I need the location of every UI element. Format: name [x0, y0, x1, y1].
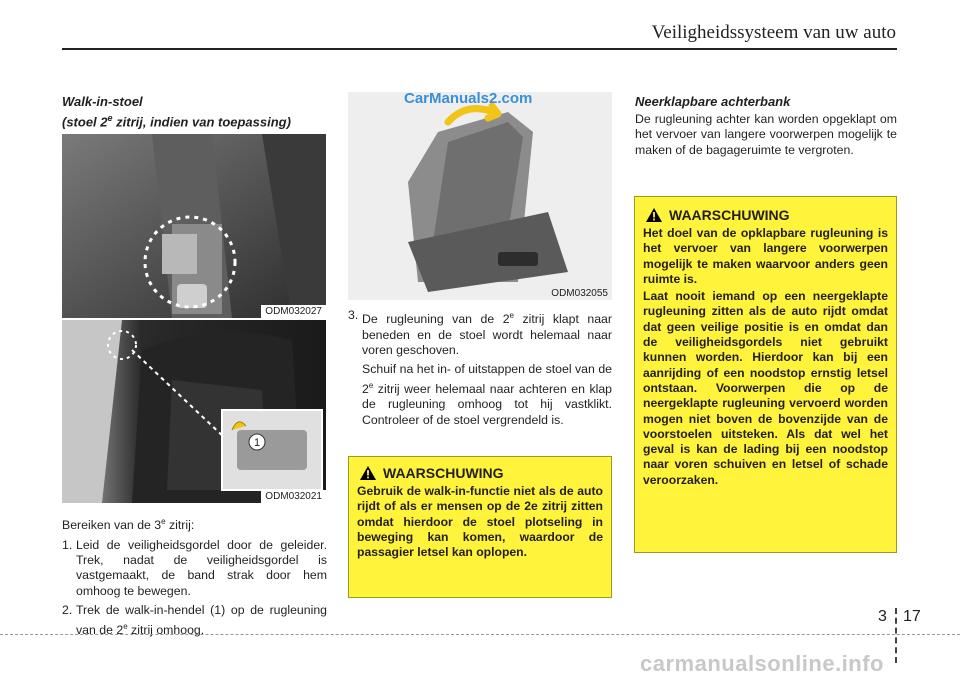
seatbelt-guide-illustration: [62, 134, 326, 318]
image-code-label: ODM032021: [261, 490, 326, 503]
warning-box-walk-in: [348, 456, 612, 598]
subtitle-line1: Walk-in-stoel: [62, 94, 143, 109]
subtitle-line2: (stoel 2e zitrij, indien van toepassing): [62, 113, 291, 130]
step-3: [348, 308, 612, 358]
callout-number-1: 1: [253, 437, 261, 449]
folding-seat-illustration: [348, 92, 612, 300]
warning-triangle-icon: [645, 207, 663, 223]
page-number: 17: [903, 608, 921, 625]
folding-seat-image: [348, 92, 612, 300]
walk-in-lever-illustration: [62, 320, 326, 503]
step-text: De rugleuning van de 2e zitrij klapt naar beneden en de stoel wordt helemaal naar voren geschoven.: [362, 311, 612, 357]
section-title-folding-bench: Neerklapbare achterbank: [635, 94, 791, 109]
left-body-text: [62, 514, 327, 638]
warning-title: WAARSCHUWING: [383, 465, 504, 481]
section-title-walk-in: [62, 94, 327, 130]
image-code-label: ODM032055: [547, 287, 612, 300]
step-number: 2.: [62, 603, 73, 618]
step-2: [62, 603, 327, 638]
watermark-text: CarManuals2.com: [404, 92, 533, 107]
page-number-separator: [895, 608, 898, 663]
step-text: Leid de veiligheidsgordel door de geleider. Trek, nadat de veiligheidsgordel is vastgemaakt, de band strak door hem omhoog te bewegen.: [76, 537, 327, 598]
warning-triangle-icon: [359, 465, 377, 481]
warning-text: Gebruik de walk-in-functie niet als de auto rijdt of als er mensen op de 2e zitrij zitten omdat hierdoor de stoel plotseling in beweging kan komen, waardoor de passagier letsel kan oplopen.: [357, 484, 603, 560]
warning-box-folding-bench: [634, 196, 897, 553]
mid-body-text: [348, 308, 612, 428]
step-text: Trek de walk-in-hendel (1) op de rugleuning van de 2e zitrij omhoog.: [76, 603, 327, 637]
image-code-label: ODM032027: [261, 305, 326, 318]
footer-rule: [0, 634, 960, 635]
warning-text: [643, 226, 888, 488]
intro-line: Bereiken van de 3e zitrij:: [62, 517, 195, 533]
walk-in-lever-image: [62, 320, 326, 503]
running-header: Veiligheidssysteem van uw auto: [651, 22, 896, 43]
seatbelt-guide-image: [62, 134, 326, 318]
warning-header: [643, 207, 888, 223]
folding-bench-paragraph: De rugleuning achter kan worden opgeklapt om het vervoer van langere voorwerpen mogelijk te maken of de bagageruimte te vergroten.: [635, 112, 897, 157]
chapter-number: 3: [878, 608, 887, 625]
warning-paragraph-1: Het doel van de opklapbare rugleuning is het vervoer van langere voorwerpen mogelijk te maken waarvoor anders geen ruimte is.: [643, 226, 888, 286]
footer-watermark: carmanualsonline.info: [640, 651, 884, 676]
warning-paragraph-2: Laat nooit iemand op een neergeklapte rugleuning zitten als de auto rijdt omdat dat geen veilige positie is en omdat dan de veiligheidsgordels niet gebruikt kunnen worden. Hierdoor kan bij een aanrijding of een noodstop ernstig letsel ontstaan. Voorwerpen die op de neergeklapte rugleuning vervoerd worden mogen niet boven de bovenzijde van de voorstoelen uitsteken. Als dat wel het geval is kan de lading bij een noodstop naar voren schuiven en letsel of schade veroorzaken.: [643, 289, 888, 487]
header-rule: [62, 48, 897, 50]
warning-header: [357, 465, 603, 481]
step-number: 1.: [62, 537, 73, 552]
step-3-followup: Schuif na het in- of uitstappen de stoel van de 2e zitrij weer helemaal naar achteren en klap de rugleuning omhoog tot hij vastklikt. Controleer of de stoel vergrendeld is.: [362, 362, 612, 427]
step-number: 3.: [348, 308, 359, 322]
warning-title: WAARSCHUWING: [669, 207, 790, 223]
step-1: [62, 538, 327, 600]
